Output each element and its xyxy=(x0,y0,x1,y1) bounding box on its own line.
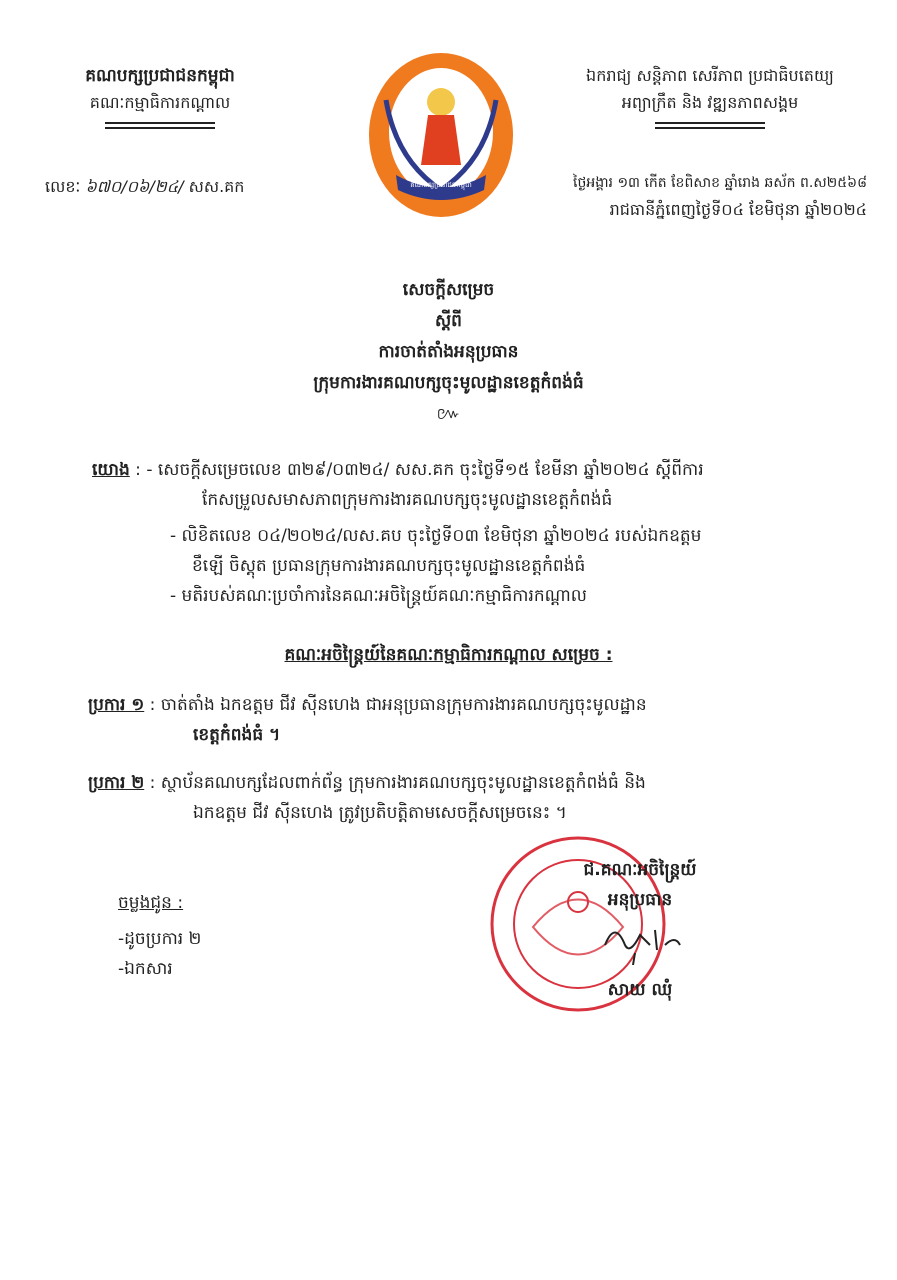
title-line-3: ការចាត់តាំងអនុប្រធាន xyxy=(378,342,519,362)
consideration-2-line-2: ខឹឡើ ចិស្ដុត ប្រធានក្រុមការងារគណបក្សចុះមូលដ្ឋានខេត្តកំពង់ធំ xyxy=(192,556,586,576)
header-left xyxy=(50,62,270,129)
logo-text: គណបក្សប្រជាជនកម្ពុជា xyxy=(410,181,472,189)
title-line-1: សេចក្ដីសម្រេច xyxy=(402,280,495,300)
article-1-line-2: ខេត្តកំពង់ធំ ។ xyxy=(193,725,281,745)
article-1-line-1: ចាត់តាំង ឯកឧត្តម ជីវ ស៊ីនហេង ជាអនុប្រធានក្រុមការងារគណបក្សចុះមូលដ្ឋាន xyxy=(160,695,647,715)
ref-number: ៦៧០/០៦/២៤/ xyxy=(85,177,184,196)
divider xyxy=(105,122,215,129)
title-line-4: ក្រុមការងារគណបក្សចុះមូលដ្ឋានខេត្តកំពង់ធំ xyxy=(313,373,584,393)
header-right xyxy=(540,62,880,129)
signature-block xyxy=(540,855,740,1005)
copy-to-item: -ឯកសារ xyxy=(118,959,173,979)
article-2-line-2: ឯកឧត្តម ជីវ ស៊ីនហេង ត្រូវប្រតិបត្តិតាមសេចក្ដីសម្រេចនេះ ។ xyxy=(193,803,567,823)
considerations: យោង : - សេចក្ដីសម្រេចលេខ ៣២៩/០៣២៤/ សស.គក ចុះថ្ងៃទី១៥ ខែមីនា ឆ្នាំ២០២៤ ស្ដីពីការ កែសម្រួលសមាសភាពក្រុមការងារគណបក្សចុះមូលដ្ឋានខេត្តកំពង់ធំ - លិខិតលេខ ០៤/២០២៤/លស.គប ចុះថ្ងៃទី០៣ ខែមិថុនា ឆ្នាំ២០២៤ របស់ឯកឧត្តម ខឹឡើ ចិស្ដុត ប្រធានក្រុមការងារគណបក្សចុះមូលដ្ឋានខេត្តកំពង់ធំ - មតិរបស់គណៈប្រចាំការនៃគណៈអចិន្ត្រៃយ៍គណៈកម្មាធិការកណ្ដាល xyxy=(92,460,704,606)
signature-title: ជ.គណៈអចិន្ត្រៃយ៍ xyxy=(583,860,697,880)
consideration-2-line-1: លិខិតលេខ ០៤/២០២៤/លស.គប ចុះថ្ងៃទី០៣ ខែមិថុនា ឆ្នាំ២០២៤ របស់ឯកឧត្តម xyxy=(181,526,702,546)
signatory-name: សាយ ឈុំ xyxy=(607,980,673,1000)
copy-to xyxy=(118,888,201,984)
copy-to-label: ចម្លងជូន : xyxy=(118,893,184,913)
copy-to-item: -ដូចប្រការ ២ xyxy=(118,929,202,949)
article-2: ប្រការ ២ : ស្ថាប័នគណបក្សដែលពាក់ព័ន្ធ ក្រុមការងារគណបក្សចុះមូលដ្ឋានខេត្តកំពង់ធំ និង ឯកឧត្តម ជីវ ស៊ីនហេង ត្រូវប្រតិបត្តិតាមសេចក្ដីសម្រេចនេះ ។ xyxy=(88,768,646,828)
reference-number xyxy=(45,172,244,202)
considerations-label: យោង xyxy=(92,460,130,480)
signature-position: អនុប្រធាន xyxy=(607,890,673,910)
lunar-date: ថ្ងៃអង្គារ ១៣ កើត ខែពិសាខ ឆ្នាំរោង ឆស័ក ព.ស២៥៦៨ xyxy=(573,175,867,191)
divider xyxy=(655,122,765,129)
party-logo xyxy=(366,40,516,220)
handwritten-signature xyxy=(595,915,685,965)
consideration-3-line-1: មតិរបស់គណៈប្រចាំការនៃគណៈអចិន្ត្រៃយ៍គណៈកម្មាធិការកណ្ដាល xyxy=(181,586,587,606)
title-line-2: ស្ដីពី xyxy=(435,311,462,331)
article-2-line-1: ស្ថាប័នគណបក្សដែលពាក់ព័ន្ធ ក្រុមការងារគណបក្សចុះមូលដ្ឋានខេត្តកំពង់ធំ និង xyxy=(160,773,646,793)
decision-heading: គណៈអចិន្ត្រៃយ៍នៃគណៈកម្មាធិការកណ្ដាល សម្រេច : xyxy=(284,645,613,665)
motto-line-2: អព្យាក្រឹត និង វឌ្ឍនភាពសង្គម xyxy=(621,93,799,112)
ref-label: លេខៈ xyxy=(45,177,81,196)
solar-date: រាជធានីភ្នំពេញថ្ងៃទី០៤ ខែមិថុនា ឆ្នាំ២០២៤ xyxy=(609,200,867,219)
article-1: ប្រការ ១ : ចាត់តាំង ឯកឧត្តម ជីវ ស៊ីនហេង ជាអនុប្រធានក្រុមការងារគណបក្សចុះមូលដ្ឋាន ខេត្តកំពង់ធំ ។ xyxy=(88,690,647,750)
date-block xyxy=(573,170,867,224)
consideration-1-line-2: កែសម្រួលសមាសភាពក្រុមការងារគណបក្សចុះមូលដ្ឋានខេត្តកំពង់ធំ xyxy=(202,490,613,510)
document-title xyxy=(0,275,897,430)
committee-name: គណៈកម្មាធិការកណ្ដាល xyxy=(89,93,231,112)
consideration-1-line-1: សេចក្ដីសម្រេចលេខ ៣២៩/០៣២៤/ សស.គក ចុះថ្ងៃទី១៥ ខែមីនា ឆ្នាំ២០២៤ ស្ដីពីការ xyxy=(157,460,704,480)
article-1-label: ប្រការ ១ xyxy=(88,695,145,715)
ref-suffix: សស.គក xyxy=(188,177,245,196)
party-name: គណបក្សប្រជាជនកម្ពុជា xyxy=(85,66,235,86)
motto-line-1: ឯករាជ្យ សន្តិភាព សេរីភាព ប្រជាធិបតេយ្យ xyxy=(586,66,834,85)
article-2-label: ប្រការ ២ xyxy=(88,773,145,793)
ornament: ៚ xyxy=(436,404,461,424)
